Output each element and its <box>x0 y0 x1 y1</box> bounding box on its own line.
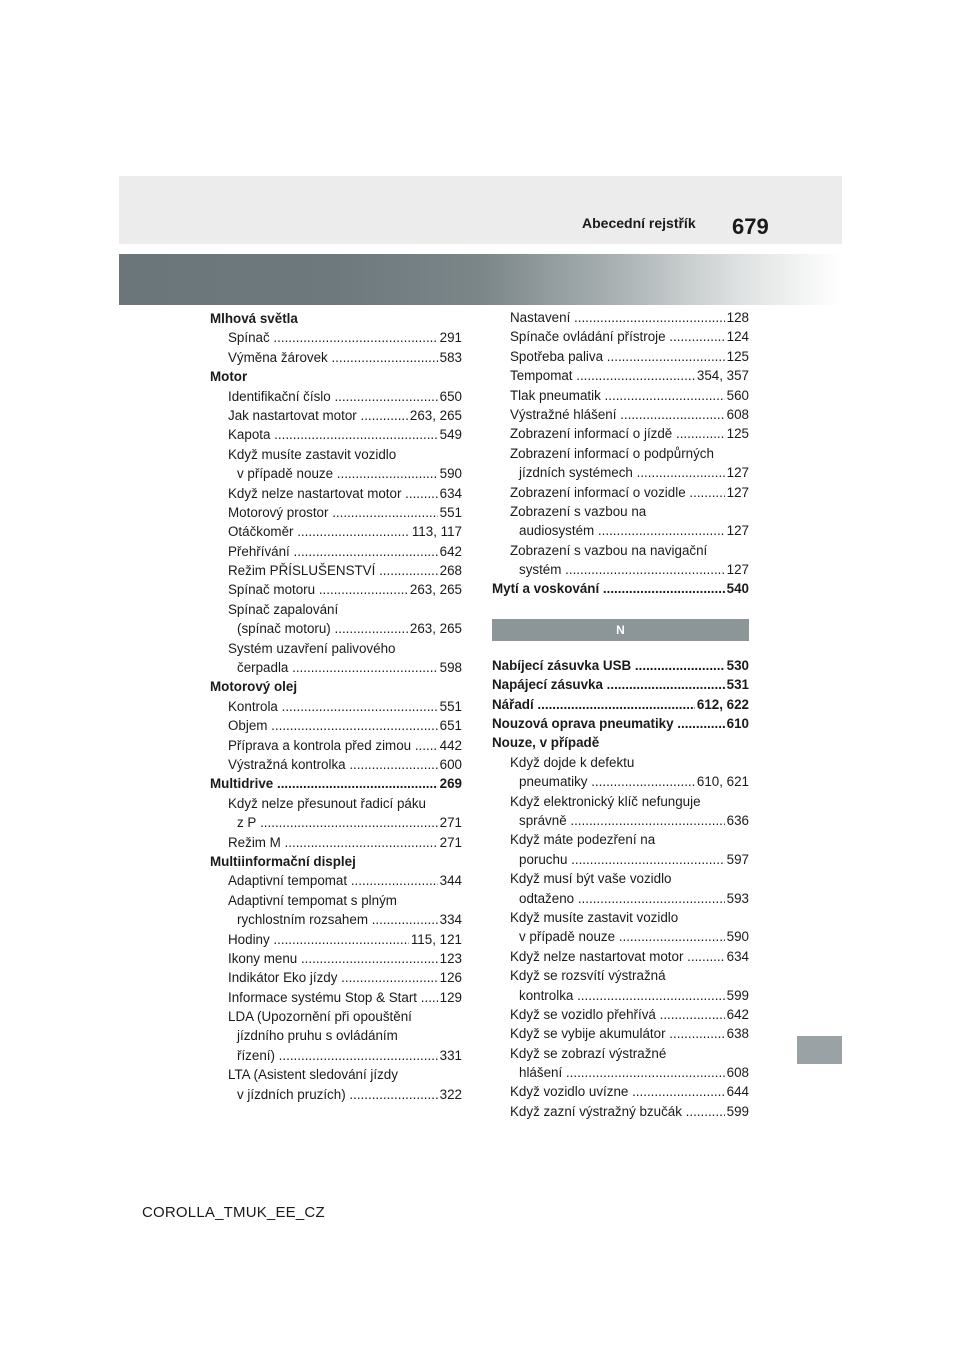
index-entry-page[interactable]: 560 <box>725 386 749 405</box>
index-entry-text: Kapota <box>228 427 271 443</box>
index-entry[interactable] <box>210 736 462 755</box>
index-entry-text: poruchu <box>519 851 568 867</box>
index-entry-text: v jízdních pruzích) <box>237 1086 346 1102</box>
index-entry-text: Když dojde k defektu <box>510 754 635 770</box>
index-entry-text: Když nelze nastartovat motor <box>510 948 684 964</box>
index-entry-page[interactable]: 127 <box>725 483 749 502</box>
index-entry-text: Výstražná kontrolka <box>228 756 346 772</box>
index-entry[interactable] <box>210 949 462 968</box>
index-entry-text: správně <box>519 812 567 828</box>
index-entry-text: Když vozidlo uvízne <box>510 1084 629 1100</box>
index-entry[interactable] <box>210 1085 462 1104</box>
index-entry-text: Spotřeba paliva <box>510 348 604 364</box>
index-entry[interactable] <box>210 542 462 561</box>
index-entry-page[interactable]: 651 <box>438 716 462 735</box>
index-entry-page[interactable]: 610, 621 <box>695 772 749 791</box>
index-entry[interactable] <box>210 697 462 716</box>
index-entry-page[interactable]: 263, 265 <box>408 406 462 425</box>
index-entry-text: Výstražné hlášení <box>510 406 617 422</box>
index-entry[interactable] <box>210 561 462 580</box>
index-entry-text: Mytí a voskování <box>492 581 600 597</box>
index-entry-page[interactable]: 271 <box>438 833 462 852</box>
index-entry-text: Když musí být vaše vozidlo <box>510 871 672 887</box>
index-entry-text: Nabíjecí zásuvka USB <box>492 657 632 673</box>
index-entry-page[interactable]: 344 <box>438 871 462 890</box>
index-entry-text: Tlak pneumatik <box>510 387 601 403</box>
index-entry[interactable] <box>492 463 749 482</box>
index-entry[interactable] <box>492 889 749 908</box>
index-entry-text: Spínač zapalování <box>228 601 339 617</box>
index-entry-page[interactable]: 263, 265 <box>408 619 462 638</box>
index-entry[interactable] <box>492 1024 749 1043</box>
index-entry-text: systém <box>519 562 562 578</box>
index-list-right-bottom <box>492 656 749 1121</box>
index-entry[interactable] <box>492 1005 749 1024</box>
index-entry-text: Když musíte zastavit vozidlo <box>228 446 397 462</box>
index-entry-page[interactable]: 600 <box>438 755 462 774</box>
index-entry-text: Multidrive <box>210 776 274 792</box>
index-entry-page[interactable]: 608 <box>725 405 749 424</box>
index-entry[interactable] <box>492 1063 749 1082</box>
index-entry-page[interactable]: 638 <box>725 1024 749 1043</box>
index-entry-text: Informace systému Stop & Start <box>228 989 418 1005</box>
index-entry-text: Režim PŘÍSLUŠENSTVÍ <box>228 563 376 579</box>
index-entry[interactable] <box>492 308 749 327</box>
index-entry[interactable] <box>492 850 749 869</box>
index-entry <box>492 753 749 772</box>
index-entry-page[interactable]: 549 <box>438 425 462 444</box>
index-entry[interactable] <box>492 1102 749 1121</box>
index-entry-text: Identifikační číslo <box>228 388 331 404</box>
index-entry[interactable] <box>492 327 749 346</box>
index-entry[interactable] <box>210 833 462 852</box>
index-entry[interactable] <box>210 464 462 483</box>
index-entry <box>210 445 462 464</box>
index-entry-page[interactable]: 271 <box>438 813 462 832</box>
document-code: COROLLA_TMUK_EE_CZ <box>142 1204 325 1221</box>
section-title: Abecední rejstřík <box>582 215 696 231</box>
index-entry-page[interactable]: 126 <box>438 968 462 987</box>
index-entry-page[interactable]: 442 <box>438 736 462 755</box>
index-entry <box>210 600 462 619</box>
index-list-right-top <box>492 308 749 599</box>
index-entry[interactable] <box>492 675 749 694</box>
index-entry[interactable] <box>492 521 749 540</box>
index-entry-text: pneumatiky <box>519 774 588 790</box>
index-entry <box>210 1026 462 1045</box>
index-entry[interactable] <box>210 968 462 987</box>
index-entry[interactable] <box>210 580 462 599</box>
index-entry <box>210 1065 462 1084</box>
index-entry[interactable] <box>492 424 749 443</box>
index-entry <box>492 541 749 560</box>
index-entry[interactable] <box>210 755 462 774</box>
index-entry-page[interactable]: 593 <box>725 889 749 908</box>
index-entry-page[interactable]: 650 <box>438 387 462 406</box>
index-entry-text: z P <box>237 815 257 831</box>
index-entry[interactable] <box>210 387 462 406</box>
index-entry-text: Nářadí <box>492 696 534 712</box>
index-entry[interactable] <box>492 579 749 598</box>
index-entry-text: jízdního pruhu s ovládáním <box>237 1028 398 1044</box>
letter-band: N <box>492 619 749 641</box>
index-entry-page[interactable]: 599 <box>725 1102 749 1121</box>
index-entry[interactable] <box>492 560 749 579</box>
index-entry-text: Když se vybije akumulátor <box>510 1026 666 1042</box>
index-entry[interactable] <box>492 347 749 366</box>
index-entry <box>492 733 749 752</box>
index-entry-text: Když se zobrazí výstražné <box>510 1045 667 1061</box>
gradient-bar <box>119 254 842 305</box>
index-entry-text: hlášení <box>519 1065 563 1081</box>
index-entry-page[interactable]: 123 <box>438 949 462 968</box>
index-entry-page[interactable]: 263, 265 <box>408 580 462 599</box>
index-entry-text: LTA (Asistent sledování jízdy <box>228 1067 398 1083</box>
index-entry-text: Režim M <box>228 834 281 850</box>
index-entry-text: Mlhová světla <box>210 311 298 326</box>
index-entry-page[interactable]: 127 <box>725 463 749 482</box>
index-entry-text: Výměna žárovek <box>228 349 328 365</box>
index-entry-text: Přehřívání <box>228 543 290 559</box>
index-entry[interactable] <box>210 503 462 522</box>
index-entry-text: řízení) <box>237 1047 275 1063</box>
index-entry-page[interactable]: 636 <box>725 811 749 830</box>
index-entry-text: Nastavení <box>510 310 571 325</box>
index-entry[interactable] <box>210 484 462 503</box>
index-entry-page[interactable]: 634 <box>725 947 749 966</box>
index-entry <box>492 444 749 463</box>
index-entry <box>492 869 749 888</box>
index-entry-page[interactable]: 530 <box>725 656 749 675</box>
index-entry[interactable] <box>210 658 462 677</box>
index-entry-text: Nouzová oprava pneumatiky <box>492 716 674 732</box>
index-entry[interactable] <box>210 522 462 541</box>
index-entry-text: Spínač <box>228 330 270 346</box>
index-entry-text: Adaptivní tempomat <box>228 873 348 889</box>
index-entry-text: Zobrazení informací o vozidle <box>510 484 686 500</box>
index-entry[interactable] <box>210 328 462 347</box>
index-entry-page[interactable]: 125 <box>725 347 749 366</box>
index-entry-text: Motorový olej <box>210 679 298 695</box>
index-entry-text: Systém uzavření palivového <box>228 640 396 656</box>
index-entry[interactable] <box>210 406 462 425</box>
index-entry-text: Tempomat <box>510 368 573 384</box>
index-entry <box>210 367 462 386</box>
index-entry-page[interactable]: 583 <box>438 348 462 367</box>
index-entry[interactable] <box>492 811 749 830</box>
index-entry-text: audiosystém <box>519 523 595 539</box>
index-entry[interactable] <box>210 988 462 1007</box>
index-entry[interactable] <box>492 386 749 405</box>
index-entry-text: (spínač motoru) <box>237 621 331 637</box>
index-entry <box>492 966 749 985</box>
index-entry-text: v případě nouze <box>519 929 616 945</box>
index-entry-text: v případě nouze <box>237 466 334 482</box>
index-entry-text: rychlostním rozsahem <box>237 912 368 928</box>
index-entry-text: Kontrola <box>228 698 278 714</box>
index-entry <box>492 1044 749 1063</box>
index-entry-page[interactable]: 610 <box>725 714 749 733</box>
index-entry-page[interactable]: 590 <box>725 927 749 946</box>
index-entry-page[interactable]: 127 <box>725 521 749 540</box>
index-entry <box>492 908 749 927</box>
index-entry-page[interactable]: 644 <box>725 1082 749 1101</box>
index-entry-page[interactable]: 608 <box>725 1063 749 1082</box>
index-entry-text: Nouze, v případě <box>492 735 600 751</box>
index-entry-page[interactable]: 269 <box>438 774 462 793</box>
index-entry-page[interactable]: 291 <box>438 328 462 347</box>
page-number: 679 <box>732 214 769 239</box>
index-entry[interactable] <box>492 772 749 791</box>
index-entry-page[interactable]: 128 <box>725 308 749 327</box>
index-entry-text: Když nelze nastartovat motor <box>228 485 402 501</box>
index-entry-text: Když se rozsvítí výstražná <box>510 968 666 984</box>
index-entry-text: LDA (Upozornění při opouštění <box>228 1009 412 1025</box>
index-entry-text: Motor <box>210 369 248 385</box>
index-entry-text: Objem <box>228 718 268 734</box>
index-entry-text: Když se vozidlo přehřívá <box>510 1006 656 1022</box>
index-entry[interactable] <box>492 986 749 1005</box>
index-entry-text: čerpadla <box>237 660 289 676</box>
index-entry-page[interactable]: 597 <box>725 850 749 869</box>
index-entry-text: Když máte podezření na <box>510 832 656 848</box>
index-entry <box>210 852 462 871</box>
index-entry <box>492 502 749 521</box>
index-entry-page[interactable]: 634 <box>438 484 462 503</box>
index-entry-text: Zobrazení informací o podpůrných <box>510 445 714 461</box>
index-entry[interactable] <box>210 716 462 735</box>
index-entry[interactable] <box>492 483 749 502</box>
index-column-right <box>492 308 749 1121</box>
index-entry <box>210 309 462 328</box>
index-entry[interactable] <box>210 1046 462 1065</box>
index-entry[interactable] <box>492 714 749 733</box>
index-entry-page[interactable]: 551 <box>438 697 462 716</box>
index-entry-text: Zobrazení informací o jízdě <box>510 426 673 442</box>
index-entry-page[interactable]: 354, 357 <box>695 366 749 385</box>
index-entry-page[interactable]: 551 <box>438 503 462 522</box>
index-entry[interactable] <box>492 1082 749 1101</box>
index-entry-text: Zobrazení s vazbou na navigační <box>510 542 708 558</box>
index-entry[interactable] <box>210 813 462 832</box>
index-entry-text: Otáčkoměr <box>228 524 294 540</box>
index-entry <box>210 1007 462 1026</box>
index-entry-text: Motorový prostor <box>228 504 329 520</box>
index-entry-text: jízdních systémech <box>519 465 633 481</box>
index-entry-text: Když nelze přesunout řadicí páku <box>228 795 427 811</box>
index-entry-page[interactable]: 124 <box>725 327 749 346</box>
index-entry[interactable] <box>492 947 749 966</box>
index-entry <box>210 677 462 696</box>
index-entry-page[interactable]: 540 <box>725 579 749 598</box>
index-entry-text: Hodiny <box>228 931 270 947</box>
chapter-side-tab[interactable] <box>797 1036 842 1064</box>
index-entry-text: Zobrazení s vazbou na <box>510 503 647 519</box>
index-entry-text: Když elektronický klíč nefunguje <box>510 793 701 809</box>
index-entry <box>492 830 749 849</box>
index-entry-page[interactable]: 268 <box>438 561 462 580</box>
index-entry-text: Když musíte zastavit vozidlo <box>510 909 679 925</box>
index-entry-page[interactable]: 642 <box>725 1005 749 1024</box>
index-entry[interactable] <box>210 930 462 949</box>
index-entry[interactable] <box>210 619 462 638</box>
index-entry-page[interactable]: 642 <box>438 542 462 561</box>
index-entry-page[interactable]: 113, 117 <box>410 522 462 541</box>
index-entry[interactable] <box>492 927 749 946</box>
index-entry <box>210 891 462 910</box>
index-entry-page[interactable]: 129 <box>438 988 462 1007</box>
index-entry[interactable] <box>210 871 462 890</box>
index-entry-text: Indikátor Eko jízdy <box>228 970 338 986</box>
index-entry[interactable] <box>210 425 462 444</box>
index-entry[interactable] <box>492 405 749 424</box>
index-entry[interactable] <box>492 366 749 385</box>
index-entry <box>492 792 749 811</box>
index-entry-page[interactable]: 322 <box>438 1085 462 1104</box>
index-entry-page[interactable]: 590 <box>438 464 462 483</box>
index-entry-page[interactable]: 127 <box>725 560 749 579</box>
index-entry-text: Když zazní výstražný bzučák <box>510 1103 682 1119</box>
index-entry[interactable] <box>492 656 749 675</box>
index-entry[interactable] <box>210 910 462 929</box>
index-entry-page[interactable]: 334 <box>438 910 462 929</box>
index-entry-page[interactable]: 531 <box>725 675 749 694</box>
index-entry-page[interactable]: 115, 121 <box>409 930 462 949</box>
index-entry-page[interactable]: 598 <box>438 658 462 677</box>
index-entry-text: Adaptivní tempomat s plným <box>228 892 397 908</box>
index-entry-page[interactable]: 125 <box>725 424 749 443</box>
index-entry-page[interactable]: 612, 622 <box>695 695 749 714</box>
index-entry-text: Jak nastartovat motor <box>228 407 357 423</box>
index-entry-page[interactable]: 599 <box>725 986 749 1005</box>
index-entry-text: Multiinformační displej <box>210 853 356 869</box>
index-column-left <box>210 309 462 1104</box>
index-entry[interactable] <box>210 348 462 367</box>
index-entry <box>210 639 462 658</box>
index-entry-text: kontrolka <box>519 987 574 1003</box>
index-entry-text: Ikony menu <box>228 950 298 966</box>
index-entry <box>210 794 462 813</box>
index-entry-text: Spínače ovládání přístroje <box>510 329 666 345</box>
index-entry-text: odtaženo <box>519 890 575 906</box>
index-entry[interactable] <box>210 774 462 793</box>
index-entry-text: Spínač motoru <box>228 582 316 598</box>
index-entry-page[interactable]: 331 <box>438 1046 462 1065</box>
index-entry[interactable] <box>492 695 749 714</box>
index-entry-text: Příprava a kontrola před zimou <box>228 737 412 753</box>
index-entry-text: Napájecí zásuvka <box>492 677 603 693</box>
